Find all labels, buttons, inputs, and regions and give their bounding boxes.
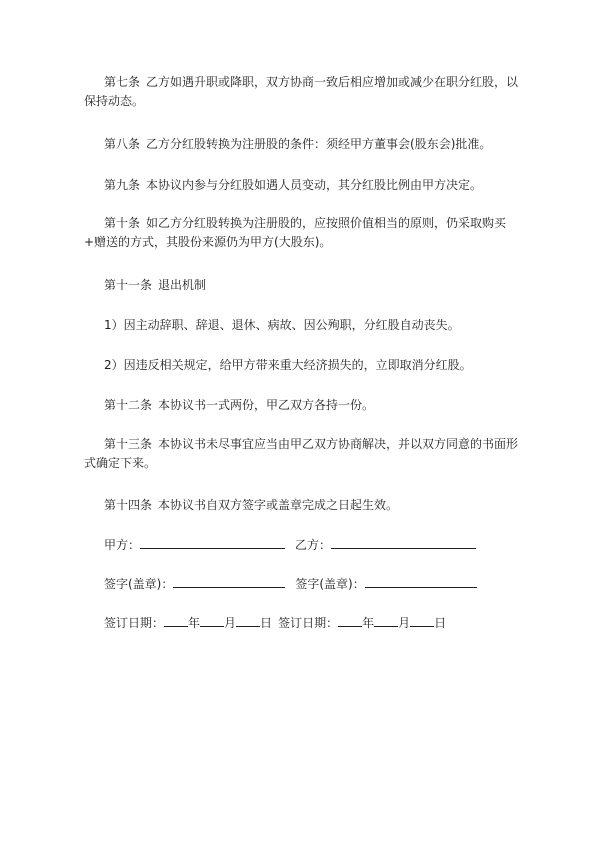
date-a-day-blank[interactable] xyxy=(236,614,260,627)
day-char: 日 xyxy=(260,616,273,630)
party-b-label: 乙方： xyxy=(295,538,332,552)
date-a-label: 签订日期： xyxy=(104,616,165,630)
clause-text: 本协议书未尽事宜应当由甲乙双方协商解决，并以双方同意的书面形式确定下来。 xyxy=(84,437,519,470)
clause-article: 第七条 xyxy=(104,75,141,89)
clause-11-item-1 xyxy=(84,316,526,335)
clause-text: 如乙方分红股转换为注册股的，应按照价值相当的原则，仍采取购买+赠送的方式，其股份来源仍为甲方(大股东)。 xyxy=(84,216,507,249)
clause-8 xyxy=(84,135,526,154)
date-a-month-blank[interactable] xyxy=(200,614,224,627)
clause-12 xyxy=(84,396,526,415)
day-char: 日 xyxy=(434,616,447,630)
clause-article: 第十四条 xyxy=(104,498,153,512)
clause-text: 退出机制 xyxy=(158,278,207,292)
date-b-day-blank[interactable] xyxy=(410,614,434,627)
clause-article: 第十条 xyxy=(104,216,141,230)
party-a-label: 甲方： xyxy=(104,538,141,552)
clause-text: 2）因违反相关规定，给甲方带来重大经济损失的，立即取消分红股。 xyxy=(104,358,472,372)
clause-11 xyxy=(84,276,526,295)
date-line xyxy=(104,614,446,633)
sign-b-blank[interactable] xyxy=(365,575,477,588)
sign-line xyxy=(104,575,477,594)
sign-b-label: 签字(盖章)： xyxy=(295,577,365,591)
clause-article: 第十三条 xyxy=(104,437,153,451)
clause-14 xyxy=(84,496,526,515)
clause-text: 乙方分红股转换为注册股的条件：须经甲方董事会(股东会)批准。 xyxy=(146,137,492,151)
sign-a-label: 签字(盖章)： xyxy=(104,577,174,591)
clause-text: 本协议书自双方签字或盖章完成之日起生效。 xyxy=(158,498,399,512)
clause-text: 乙方如遇升职或降职，双方协商一致后相应增加或减少在职分红股，以保持动态。 xyxy=(84,75,519,108)
sign-a-blank[interactable] xyxy=(173,575,285,588)
clause-13 xyxy=(84,435,526,473)
clause-text: 本协议内参与分红股如遇人员变动，其分红股比例由甲方决定。 xyxy=(146,178,483,192)
date-b-label: 签订日期： xyxy=(278,616,339,630)
party-a-blank[interactable] xyxy=(140,536,285,549)
year-char: 年 xyxy=(362,616,375,630)
clause-article: 第八条 xyxy=(104,137,141,151)
clause-article: 第十二条 xyxy=(104,398,153,412)
party-b-blank[interactable] xyxy=(331,536,476,549)
clause-text: 1）因主动辞职、辞退、退休、病故、因公殉职，分红股自动丧失。 xyxy=(104,318,460,332)
year-char: 年 xyxy=(188,616,201,630)
party-line xyxy=(104,536,476,555)
clause-10 xyxy=(84,214,526,252)
clause-7 xyxy=(84,73,526,111)
date-b-month-blank[interactable] xyxy=(374,614,398,627)
clause-9 xyxy=(84,176,526,195)
clause-text: 本协议书一式两份，甲乙双方各持一份。 xyxy=(158,398,375,412)
clause-article: 第十一条 xyxy=(104,278,153,292)
clause-article: 第九条 xyxy=(104,178,141,192)
month-char: 月 xyxy=(224,616,237,630)
date-a-year-blank[interactable] xyxy=(164,614,188,627)
month-char: 月 xyxy=(398,616,411,630)
date-b-year-blank[interactable] xyxy=(338,614,362,627)
clause-11-item-2 xyxy=(84,356,526,375)
